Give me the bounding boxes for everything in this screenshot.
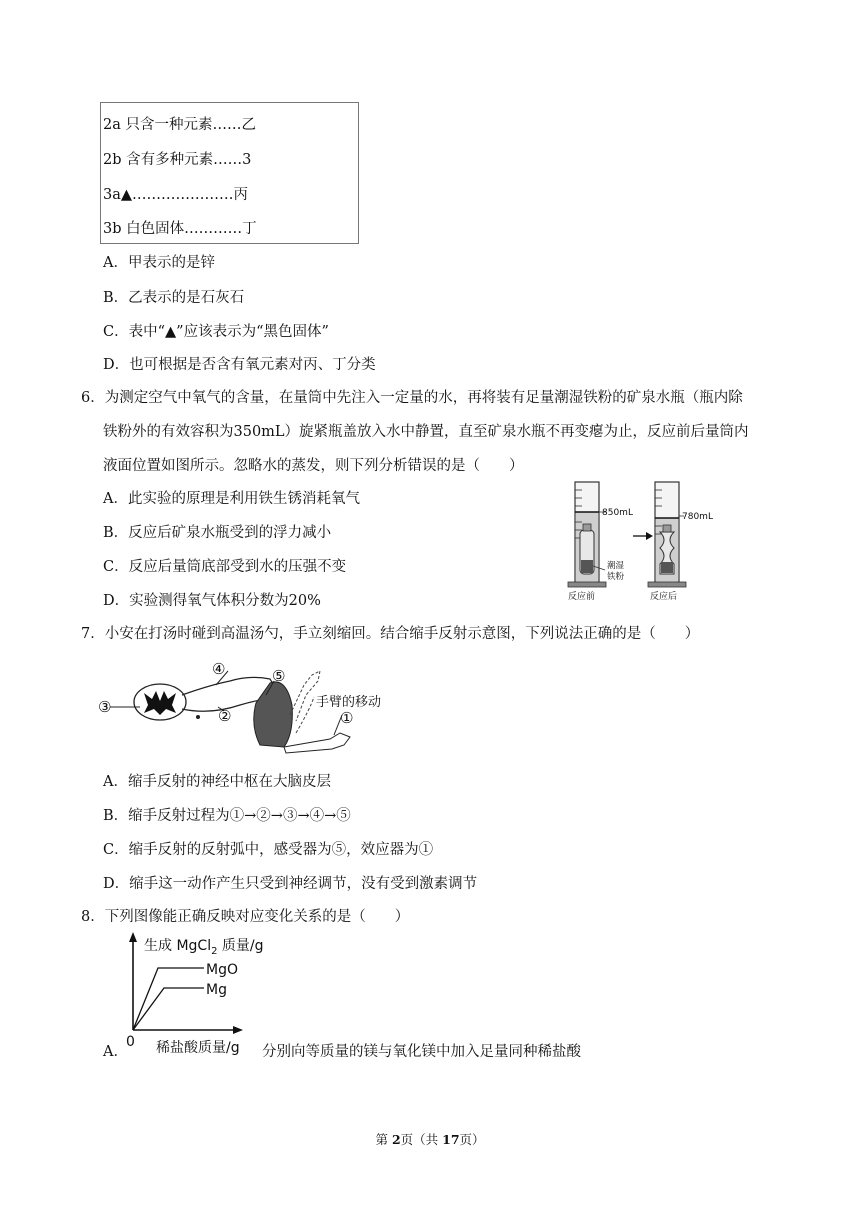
after-caption: 反应后 xyxy=(650,592,678,602)
arm-movement-caption: 手臂的移动 xyxy=(316,695,382,710)
x-axis-label: 稀盐酸质量/g xyxy=(156,1040,240,1056)
before-volume-label: 850mL xyxy=(602,508,633,518)
q7-option-b: B．缩手反射过程为①→②→③→④→⑤ xyxy=(103,808,351,824)
q5-option-c: C．表中“▲”应该表示为“黑色固体” xyxy=(103,324,329,340)
powder-label-2: 铁粉 xyxy=(607,572,625,582)
q5-option-d: D．也可根据是否含有氧元素对丙、丁分类 xyxy=(103,357,376,373)
y-axis-label: 生成 MgCl$_2$ 质量/g xyxy=(144,938,264,957)
q7-option-d: D．缩手这一动作产生只受到神经调节，没有受到激素调节 xyxy=(103,876,478,892)
total-pages: 17 xyxy=(442,1132,460,1147)
y-axis-arrow xyxy=(129,932,137,942)
label-3: ③ xyxy=(98,698,112,716)
q6-option-c: C．反应后量筒底部受到水的压强不变 xyxy=(103,559,347,575)
series-mg-line xyxy=(133,988,204,1030)
q8-option-a-letter: A． xyxy=(103,1044,128,1060)
q8-stem: 8．下列图像能正确反映对应变化关系的是（ ） xyxy=(81,909,410,925)
q7-option-c: C．缩手反射的反射弧中，感受器为⑤，效应器为① xyxy=(103,842,434,858)
q8-option-a-text: 分别向等质量的镁与氧化镁中加入足量同种稀盐酸 xyxy=(262,1044,581,1060)
page-number: 2 xyxy=(391,1132,401,1147)
label-2: ② xyxy=(218,707,232,725)
cylinder-figure xyxy=(560,478,720,603)
series-mgo-line xyxy=(133,968,204,1030)
label-1: ① xyxy=(340,709,354,727)
label-5: ⑤ xyxy=(272,667,286,685)
powder-label-1: 潮湿 xyxy=(607,561,625,571)
key-row-3a: 3a▲…………………丙 xyxy=(103,187,249,203)
classification-key-table xyxy=(100,102,359,244)
label-4: ④ xyxy=(212,660,226,678)
key-row-3b: 3b 白色固体…………丁 xyxy=(103,221,257,237)
key-row-2a: 2a 只含一种元素……乙 xyxy=(103,117,256,133)
series-mg-label: Mg xyxy=(206,982,227,998)
q7-option-a: A．缩手反射的神经中枢在大脑皮层 xyxy=(103,774,331,790)
x-axis-arrow xyxy=(233,1026,243,1034)
q6-option-b: B．反应后矿泉水瓶受到的浮力减小 xyxy=(103,525,332,541)
q6-stem-line-3: 液面位置如图所示。忽略水的蒸发，则下列分析错误的是（ ） xyxy=(103,458,524,474)
q6-stem-line-2: 铁粉外的有效容积为350mL）旋紧瓶盖放入水中静置，直至矿泉水瓶不再变瘪为止，反应前后量筒内 xyxy=(103,424,749,440)
q6-option-a: A．此实验的原理是利用铁生锈消耗氧气 xyxy=(103,491,360,507)
cylinder-after xyxy=(648,482,686,587)
upper-arm-muscle xyxy=(254,682,293,747)
after-volume-label: 780mL xyxy=(682,512,713,522)
q7-stem: 7．小安在打汤时碰到高温汤勺，手立刻缩回。结合缩手反射示意图，下列说法正确的是（ ） xyxy=(81,626,700,642)
q5-option-a: A．甲表示的是锌 xyxy=(103,255,215,271)
forearm xyxy=(284,733,350,753)
mgcl2-chart xyxy=(100,930,270,1058)
origin-label: 0 xyxy=(126,1034,135,1050)
series-mgo-label: MgO xyxy=(206,962,238,978)
q6-option-d: D．实验测得氧气体积分数为20% xyxy=(103,593,321,609)
cylinder-before xyxy=(568,482,606,587)
key-row-2b: 2b 含有多种元素……3 xyxy=(103,152,252,168)
page-footer: 第 2页（共 17页） xyxy=(375,1132,485,1147)
movement-arc xyxy=(296,697,314,733)
q5-option-b: B．乙表示的是石灰石 xyxy=(103,290,245,306)
reflex-arc-figure xyxy=(100,655,400,755)
arrow-head xyxy=(646,532,653,540)
before-caption: 反应前 xyxy=(568,592,596,602)
q6-stem-line-1: 6．为测定空气中氧气的含量，在量筒中先注入一定量的水，再将装有足量潮湿铁粉的矿泉水瓶（瓶内除 xyxy=(81,390,743,406)
